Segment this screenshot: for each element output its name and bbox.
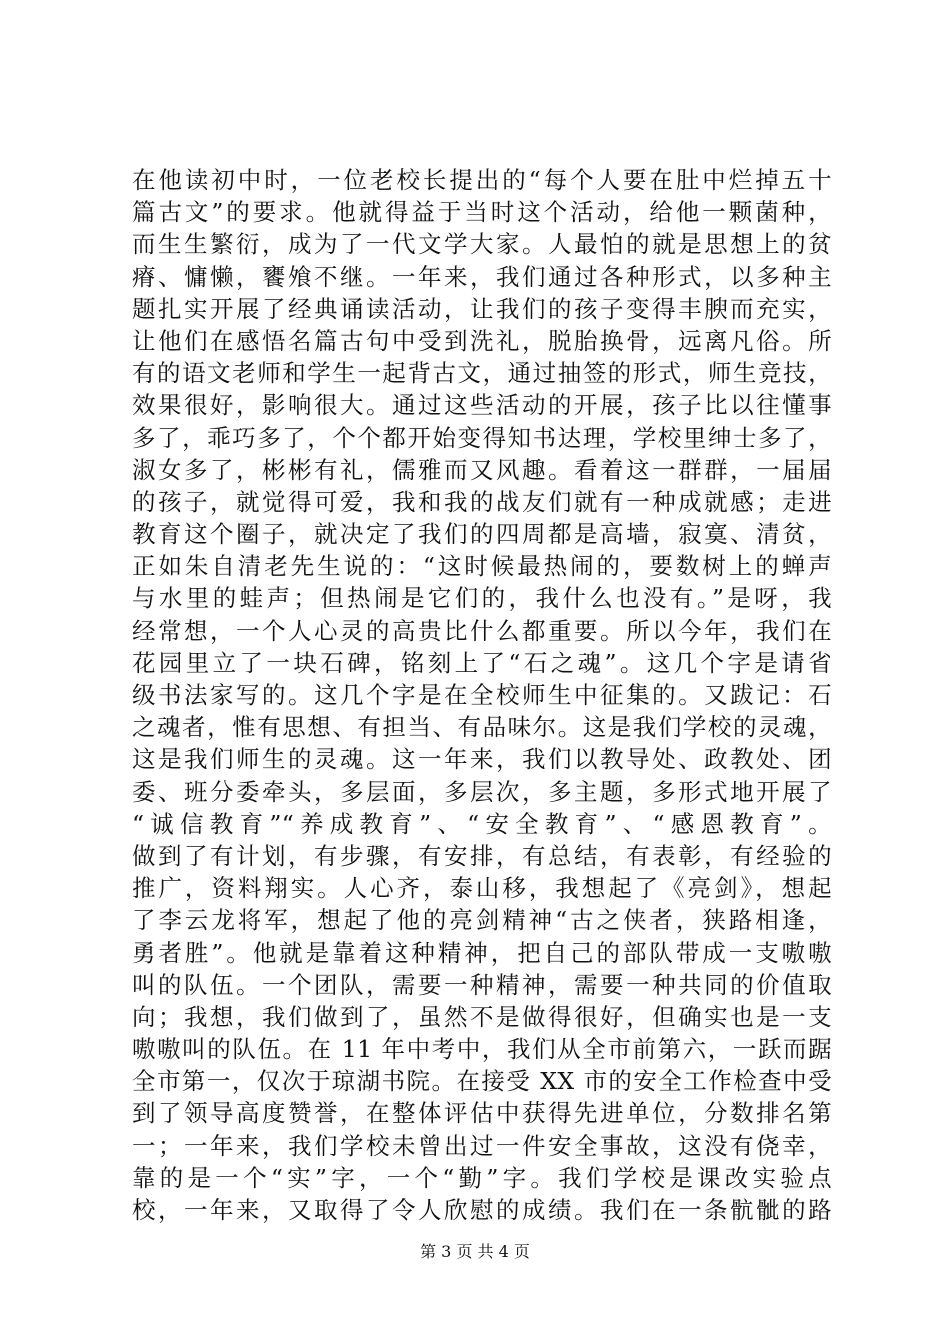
text-line: 而生生繁衍，成为了一代文学大家。人最怕的就是思想上的贫	[132, 230, 832, 259]
text-line: 之魂者，惟有思想、有担当、有品味尔。这是我们学校的灵魂，	[132, 713, 832, 742]
text-line: 一；一年来，我们学校未曾出过一件安全事故，这没有侥幸，	[132, 1131, 832, 1160]
text-line: 到了领导高度赞誉，在整体评估中获得先进单位，分数排名第	[132, 1099, 832, 1128]
text-line: 题扎实开展了经典诵读活动，让我们的孩子变得丰腴而充实，	[132, 294, 832, 323]
text-line: 效果很好，影响很大。通过这些活动的开展，孩子比以往懂事	[132, 391, 832, 420]
text-line: 全市第一，仅次于琼湖书院。在接受 XX 市的安全工作检查中受	[132, 1067, 832, 1096]
text-line: 做到了有计划，有步骤，有安排，有总结，有表彰，有经验的	[132, 841, 832, 870]
text-line: 级书法家写的。这几个字是在全校师生中征集的。又跋记：石	[132, 681, 832, 709]
body-text	[132, 164, 832, 1226]
text-line: 篇古文”的要求。他就得益于当时这个活动，给他一颗菌种，	[132, 198, 832, 227]
text-line: 瘠、慵懒，饔飧不继。一年来，我们通过各种形式，以多种主	[132, 262, 832, 291]
page-footer: 第 3 页 共 4 页	[420, 1242, 530, 1261]
text-line: 在他读初中时，一位老校长提出的“每个人要在肚中烂掉五十	[132, 166, 832, 194]
text-line: 花园里立了一块石碑，铭刻上了“石之魂”。这几个字是请省	[132, 648, 832, 677]
text-line: “诚信教育”“养成教育”、“安全教育”、“感恩教育”。	[132, 809, 832, 838]
text-line: 推广，资料翔实。人心齐，泰山移，我想起了《亮剑》，想起	[132, 874, 832, 903]
text-line: 勇者胜”。他就是靠着这种精神，把自己的部队带成一支嗷嗷	[132, 938, 832, 967]
text-line: 嗷嗷叫的队伍。在 11 年中考中，我们从全市前第六，一跃而踞	[132, 1035, 832, 1064]
text-line: 正如朱自清老先生说的：“这时候最热闹的，要数树上的蝉声	[132, 552, 832, 581]
text-line: 经常想，一个人心灵的高贵比什么都重要。所以今年，我们在	[132, 616, 832, 645]
text-line: 淑女多了，彬彬有礼，儒雅而又风趣。看着这一群群，一届届	[132, 455, 832, 484]
text-line: 让他们在感悟名篇古句中受到洗礼，脱胎换骨，远离凡俗。所	[132, 326, 832, 355]
text-line: 有的语文老师和学生一起背古文，通过抽签的形式，师生竞技，	[132, 359, 832, 388]
text-line: 向；我想，我们做到了，虽然不是做得很好，但确实也是一支	[132, 1002, 832, 1031]
text-line: 了李云龙将军，想起了他的亮剑精神“古之侠者，狭路相逢，	[132, 906, 832, 935]
text-line: 委、班分委牵头，多层面，多层次，多主题，多形式地开展了	[132, 777, 832, 806]
text-line: 多了，乖巧多了，个个都开始变得知书达理，学校里绅士多了，	[132, 423, 832, 452]
text-line: 教育这个圈子，就决定了我们的四周都是高墙，寂寞、清贫，	[132, 520, 832, 549]
text-line: 靠的是一个“实”字，一个“勤”字。我们学校是课改实验点	[132, 1163, 832, 1192]
text-line: 叫的队伍。一个团队，需要一种精神，需要一种共同的价值取	[132, 970, 832, 999]
text-line: 校，一年来，又取得了令人欣慰的成绩。我们在一条骯骴的路	[132, 1196, 832, 1224]
text-line: 的孩子，就觉得可爱，我和我的战友们就有一种成就感；走进	[132, 487, 832, 516]
text-line: 与水里的蛙声；但热闹是它们的，我什么也没有。”是呀，我	[132, 584, 832, 613]
text-line: 这是我们师生的灵魂。这一年来，我们以教导处、政教处、团	[132, 745, 832, 774]
